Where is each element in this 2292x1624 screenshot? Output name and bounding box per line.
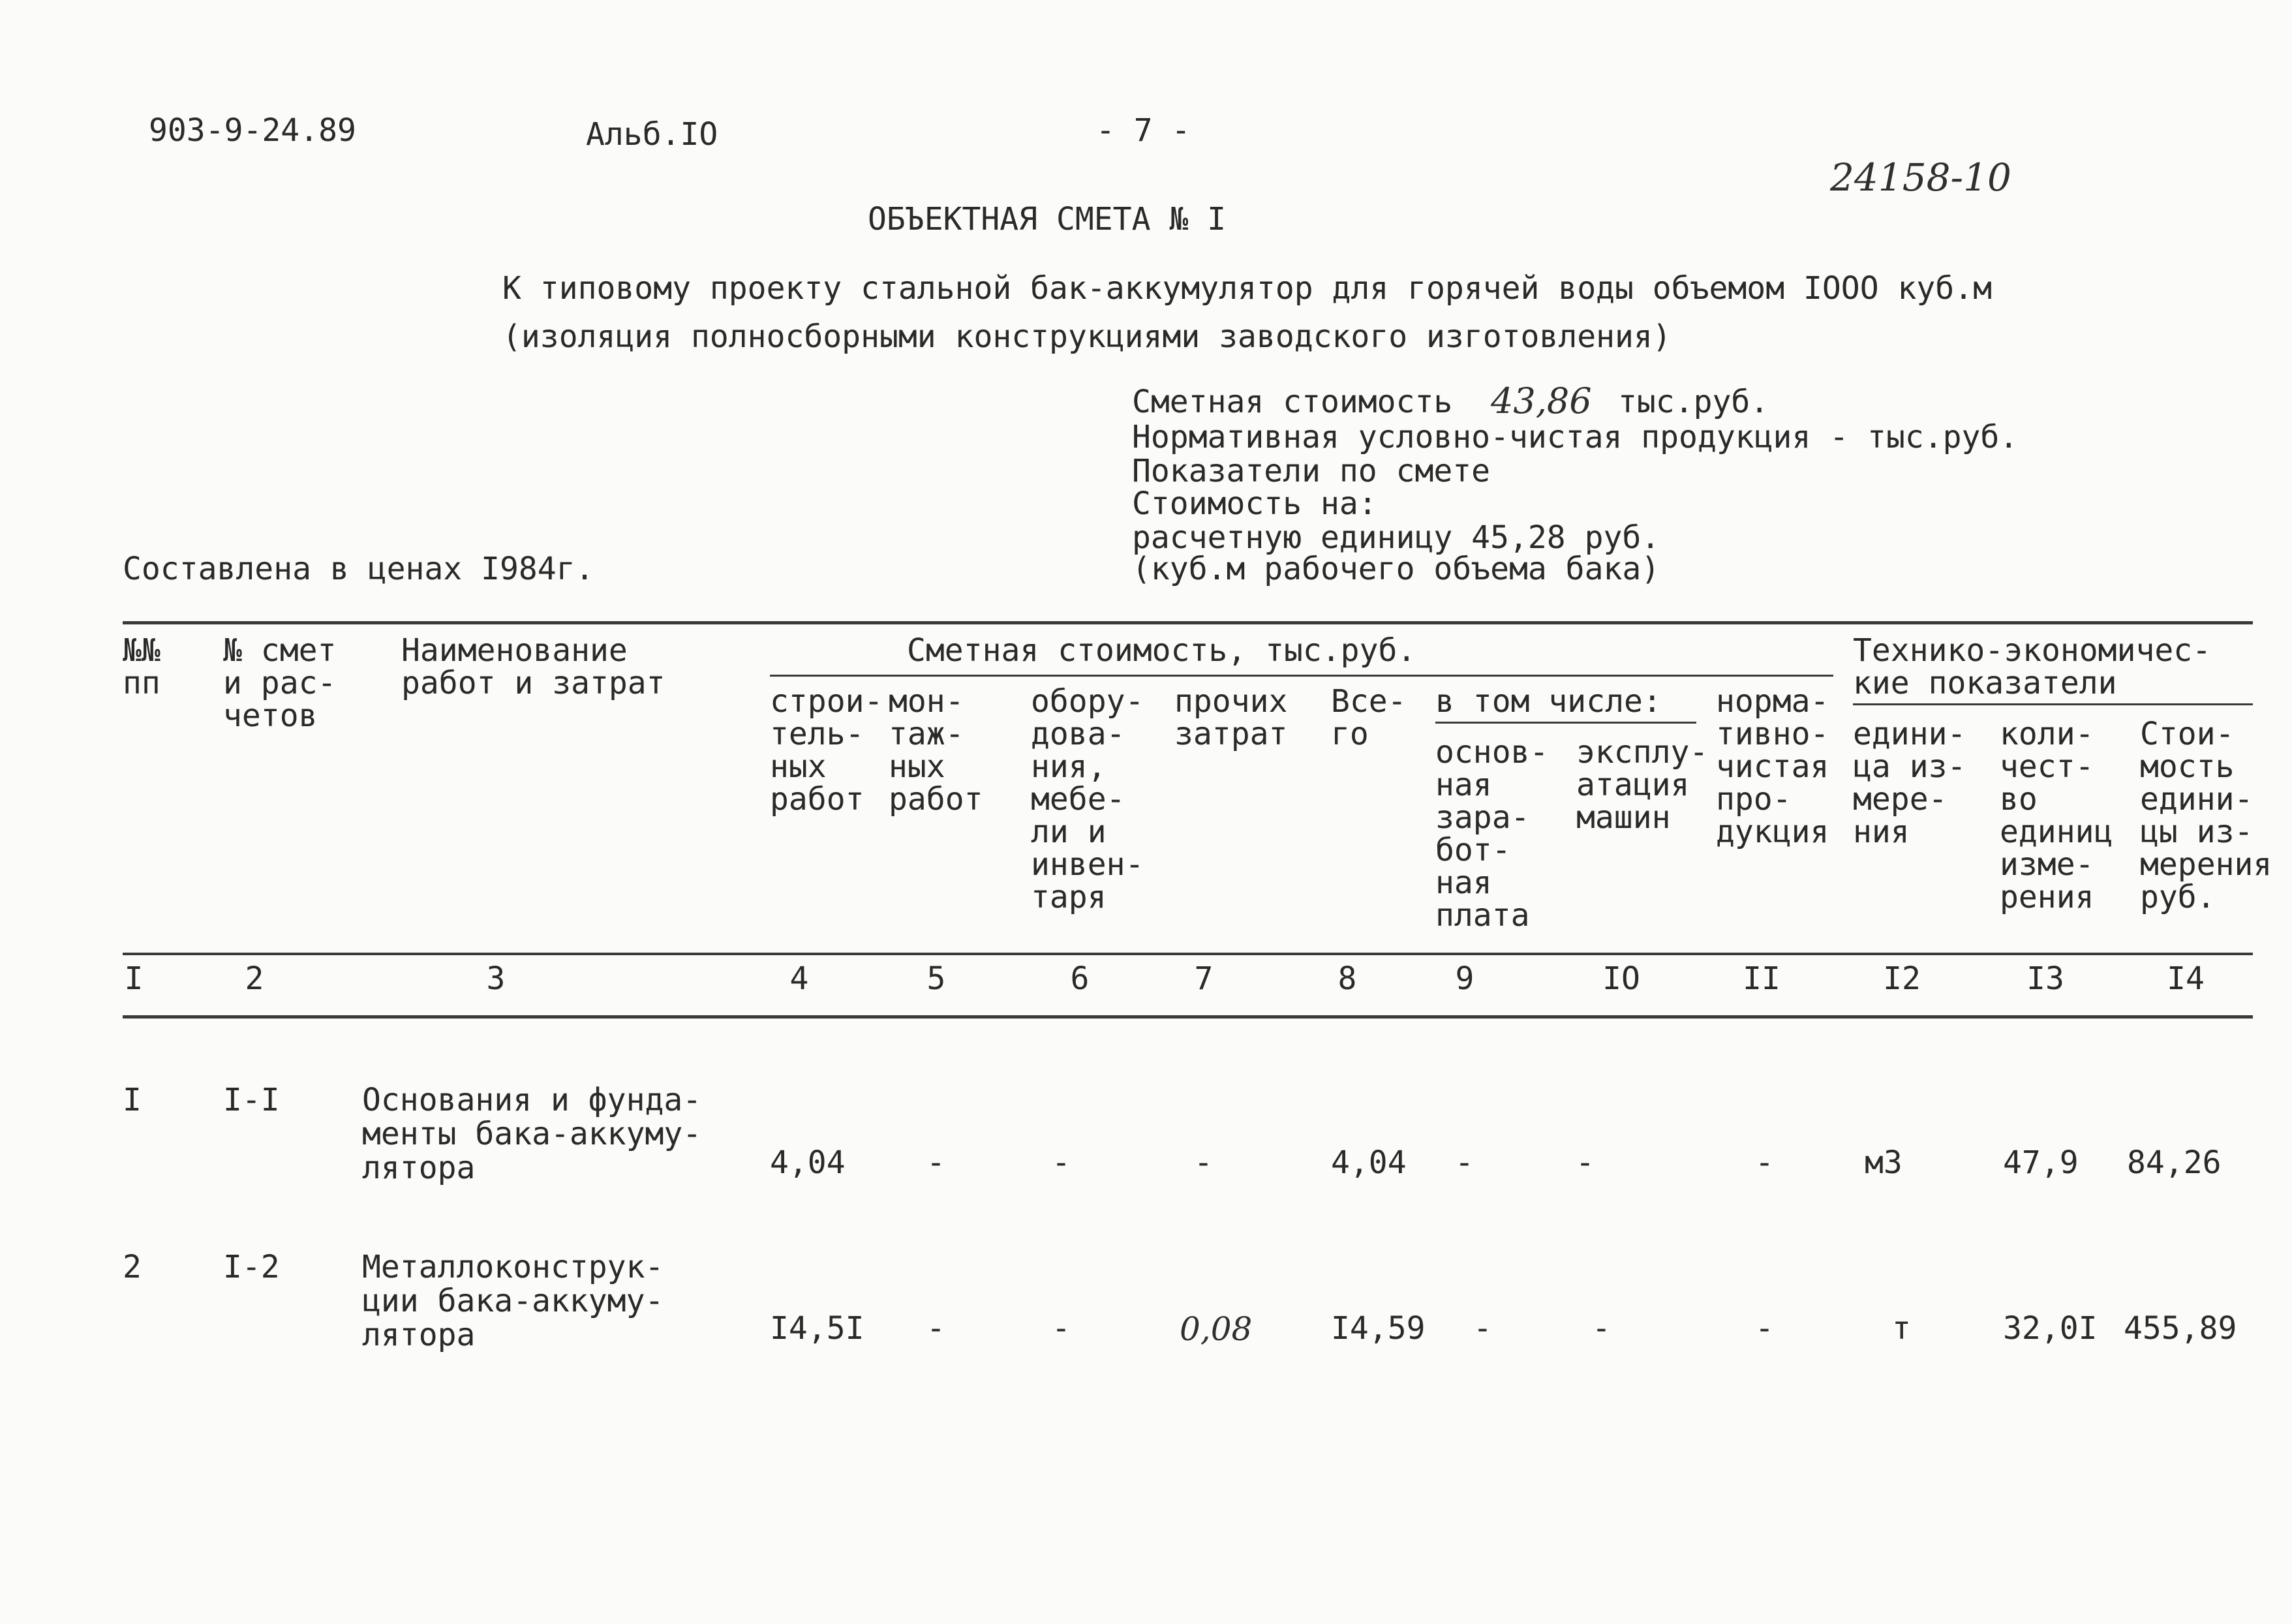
row-total-cost: I4,59: [1331, 1310, 1426, 1347]
row-unit-price: 84,26: [2127, 1144, 2222, 1181]
row-equipment-cost: -: [1052, 1144, 1071, 1181]
column-number: 5: [926, 960, 946, 997]
column-number: 8: [1337, 960, 1357, 997]
row-normative: -: [1755, 1310, 1774, 1347]
row-number: I: [123, 1082, 142, 1118]
row-unit: м3: [1865, 1144, 1902, 1181]
row-other-cost: 0,08: [1180, 1310, 1253, 1348]
row-total-cost: 4,04: [1331, 1144, 1407, 1181]
document-title: ОБЪЕКТНАЯ СМЕТА № I: [868, 201, 1227, 237]
including-rule: [1435, 722, 1696, 724]
col-header-unit-price: Стои- мость едини- цы из- мерения руб.: [2140, 716, 2272, 915]
column-number: IO: [1602, 960, 1640, 997]
album-number: Альб.IO: [586, 116, 718, 153]
row-machines: -: [1592, 1310, 1611, 1347]
tech-group-rule: [1853, 703, 2253, 705]
cost-group-rule: [770, 675, 1833, 677]
row-unit-price: 455,89: [2124, 1310, 2237, 1347]
row-work-name: Металлоконструк- ции бака-аккуму- лятора: [362, 1249, 664, 1353]
col-group-cost: Сметная стоимость, тыс.руб.: [907, 632, 1416, 669]
row-equipment-cost: -: [1052, 1310, 1071, 1347]
row-estimate-number: I-I: [223, 1082, 280, 1118]
row-installation-cost: -: [926, 1144, 945, 1181]
row-wages: -: [1473, 1310, 1492, 1347]
column-number: 3: [486, 960, 506, 997]
document-code: 903-9-24.89: [149, 112, 356, 149]
estimated-cost-unit: тыс.руб.: [1618, 384, 1769, 420]
col-header-name: Наименование работ и затрат: [401, 632, 665, 701]
cost-per-label: Стоимость на:: [1132, 485, 1377, 522]
column-number: I3: [2026, 960, 2064, 997]
col-header-normative: норма- тивно- чистая про- дукция: [1716, 683, 1829, 850]
page-number: - 7 -: [1096, 112, 1191, 149]
column-number: I4: [2167, 960, 2205, 997]
row-machines: -: [1576, 1144, 1595, 1181]
header-bottom-rule: [123, 953, 2253, 955]
subtitle-line-2: (изоляция полносборными конструкциями заводского изготовления): [502, 318, 1672, 355]
column-number: II: [1743, 960, 1780, 997]
column-number: 6: [1070, 960, 1090, 997]
col-header-unit: едини- ца из- мере- ния: [1853, 716, 1966, 850]
col-group-tech: Технико-экономичес- кие показатели: [1853, 632, 2212, 701]
col-header-machines: эксплу- атация машин: [1576, 734, 1709, 836]
row-wages: -: [1455, 1144, 1474, 1181]
unit-cost: расчетную единицу 45,28 руб.: [1132, 519, 1660, 556]
unit-cost-note: (куб.м рабочего объема бака): [1132, 551, 1660, 587]
row-other-cost: -: [1194, 1144, 1213, 1181]
subtitle-line-1: К типовому проекту стальной бак-аккумулятор для горячей воды объемом IOOO куб.м: [502, 270, 1992, 307]
row-number: 2: [123, 1249, 142, 1285]
col-header-equipment: обору- дова- ния, мебе- ли и инвен- таря: [1031, 683, 1144, 915]
column-number: 9: [1455, 960, 1475, 997]
col-header-total: Все- го: [1331, 683, 1407, 752]
column-number: I: [124, 960, 144, 997]
table-top-rule: [123, 621, 2253, 624]
row-work-name: Основания и фунда- менты бака-аккуму- лятора: [362, 1082, 702, 1186]
indicators-label: Показатели по смете: [1132, 453, 1491, 489]
row-estimate-number: I-2: [223, 1249, 280, 1285]
row-normative: -: [1755, 1144, 1774, 1181]
prices-note: Составлена в ценах I984г.: [123, 551, 594, 587]
row-construction-cost: I4,5I: [770, 1310, 864, 1347]
row-quantity: 32,0I: [2003, 1310, 2098, 1347]
column-number: 2: [245, 960, 264, 997]
column-number: 4: [789, 960, 809, 997]
col-header-including: в том числе:: [1435, 683, 1662, 720]
col-header-estimate: № смет и рас- четов: [223, 632, 337, 734]
row-quantity: 47,9: [2003, 1144, 2079, 1181]
estimated-cost-label: Сметная стоимость: [1132, 384, 1453, 420]
col-header-installation: мон- таж- ных работ: [889, 683, 983, 818]
column-numbers-rule: [123, 1015, 2253, 1019]
col-header-quantity: коли- чест- во единиц изме- рения: [2000, 716, 2113, 915]
col-header-wages: основ- ная зара- бот- ная плата: [1435, 734, 1549, 934]
row-construction-cost: 4,04: [770, 1144, 846, 1181]
row-unit: т: [1892, 1310, 1911, 1347]
estimated-cost-value: 43,86: [1491, 380, 1592, 421]
col-header-construction: строи- тель- ных работ: [770, 683, 883, 818]
col-header-other: прочих затрат: [1174, 683, 1288, 752]
row-installation-cost: -: [926, 1310, 945, 1347]
column-number: 7: [1194, 960, 1214, 997]
col-header-num: №№ пп: [123, 632, 160, 701]
normative-production-label: Нормативная условно-чистая продукция - тыс.руб.: [1132, 419, 2019, 455]
handwritten-inventory-number: 24158-10: [1830, 155, 2011, 200]
column-number: I2: [1883, 960, 1921, 997]
